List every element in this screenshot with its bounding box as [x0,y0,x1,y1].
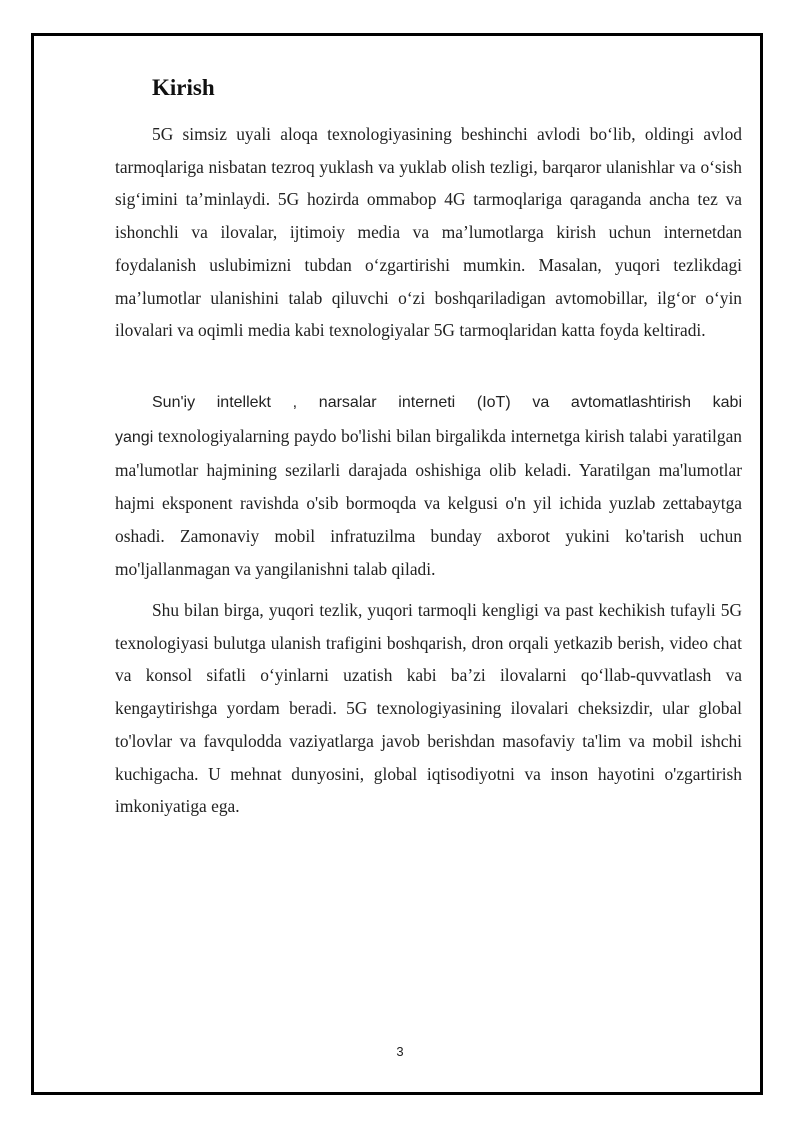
paragraph-2-text: texnologiyalarning paydo bo'lishi bilan birgalikda internetga kirish talabi yaratilgan ma'lumotlar hajmining sezilarli darajada oshishiga olib keladi. Yaratilgan ma'lumotlar hajmi eksponent ravishda o'sib bormoqda va kelgusi o'n yil ichida yuzlab zettabaytga oshadi. Zamonaviy mobil infratuzilma bunday axborot yukini ko'tarish uchun mo'ljallanmagan va yangilanishni talab qiladi. [115,425,742,579]
section-heading: Kirish [152,75,215,100]
paragraph-1 [115,118,742,347]
paragraph-2-lead: Sun'iy intellekt , narsalar interneti (IoT) va avtomatlashtirish kabi yangi [115,394,742,446]
paragraph-3 [115,594,742,823]
paragraph-3-text: Shu bilan birga, yuqori tezlik, yuqori tarmoqli kengligi va past kechikish tufayli 5G texnologiyasi bulutga ulanish trafigini boshqarish, dron orqali yetkazib berish, video chat va konsol sifatli o‘yinlarni uzatish kabi ba’zi ilovalarni qo‘llab-quvvatlash va kengaytirishga yordam beradi. 5G texnologiyasining ilovalari cheksizdir, ular global to'lovlar va favqulodda vaziyatlarga javob berishdan masofaviy ta'lim va mobil ishchi kuchigacha. U mehnat dunyosini, global iqtisodiyotni va inson hayotini o'zgartirish imkoniyatiga ega. [115,600,742,817]
page-number: 3 [396,1044,404,1059]
paragraph-1-text: 5G simsiz uyali aloqa texnologiyasining beshinchi avlodi bo‘lib, oldingi avlod tarmoqlariga nisbatan tezroq yuklash va yuklab olish tezligi, barqaror ulanishlar va o‘sish sig‘imini ta’minlaydi. 5G hozirda ommabop 4G tarmoqlariga qaraganda ancha tez va ishonchli va ilovalar, ijtimoiy media va ma’lumotlarga kirish uchun internetdan foydalanish uslubimizni tubdan o‘zgartirishi mumkin. Masalan, yuqori tezlikdagi ma’lumotlar ulanishini talab qiluvchi o‘zi boshqariladigan avtomobillar, ilg‘or o‘yin ilovalari va oqimli media kabi texnologiyalar 5G tarmoqlaridan katta foyda keltiradi. [115,124,742,341]
paragraph-2 [115,385,742,585]
